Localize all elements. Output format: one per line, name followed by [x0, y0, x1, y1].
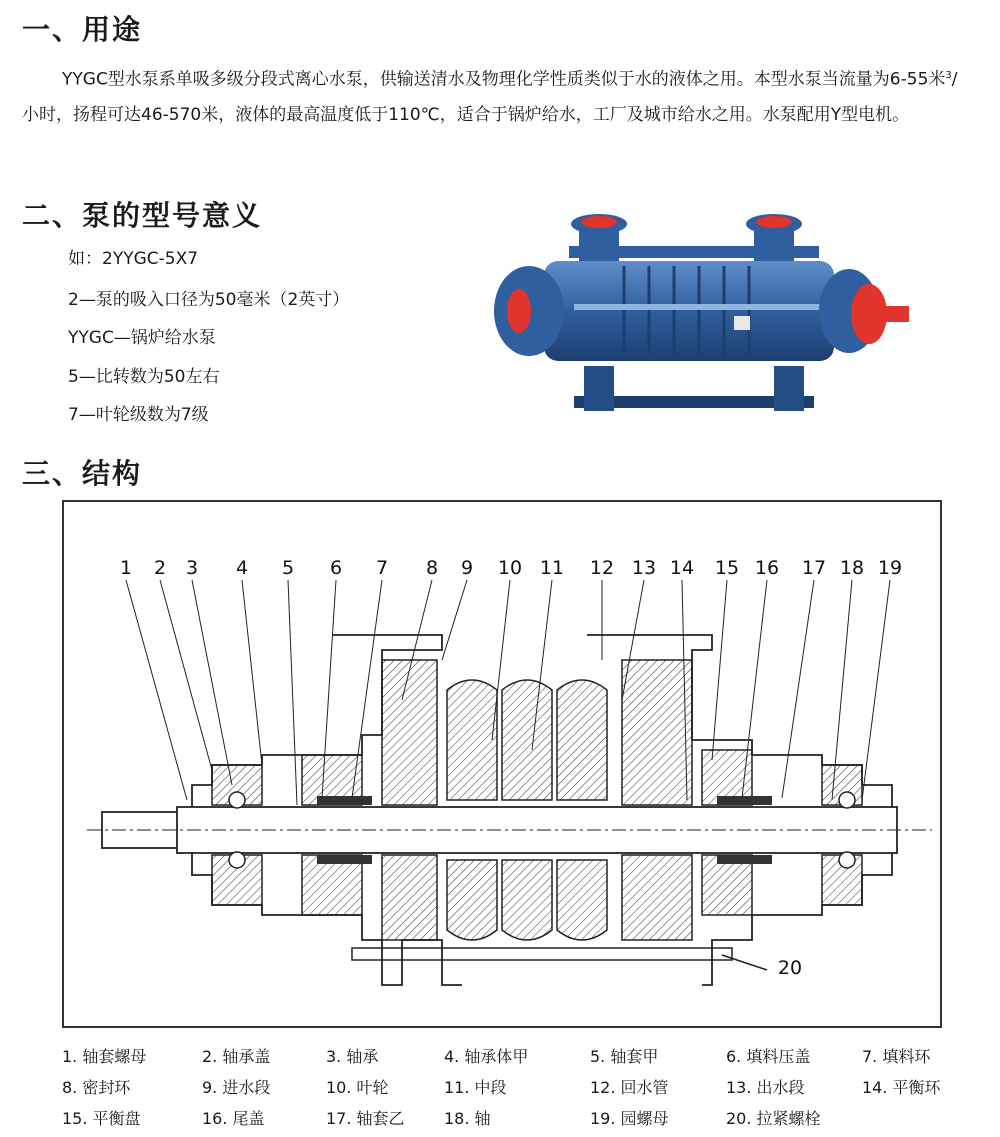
callout-number: 17 [801, 557, 827, 579]
legend-item: 2. 轴承盖 [202, 1047, 271, 1066]
legend-item: 10. 叶轮 [326, 1078, 389, 1097]
callout-number: 9 [460, 557, 474, 579]
legend-item: 18. 轴 [444, 1109, 491, 1128]
legend-item: 20. 拉紧螺栓 [726, 1109, 821, 1128]
legend-item: 12. 回水管 [590, 1078, 669, 1097]
legend-item: 16. 尾盖 [202, 1109, 265, 1128]
callout-number: 4 [235, 557, 249, 579]
callout-number: 2 [153, 557, 167, 579]
callout-number: 14 [669, 557, 695, 579]
usage-text-part1: YYGC型水泵系单吸多级分段式离心水泵，供输送清水及物理化学性质类似于水的液体之用。本型水泵当流量为6-55米 [62, 69, 946, 90]
section-heading-structure: 三、结构 [22, 457, 143, 490]
model-def-line: 5—比转数为50左右 [68, 367, 220, 387]
section-heading-model: 二、泵的型号意义 [22, 199, 263, 232]
legend-item: 15. 平衡盘 [62, 1109, 141, 1128]
legend-item: 19. 园螺母 [590, 1109, 669, 1128]
legend-item: 6. 填料压盖 [726, 1047, 811, 1066]
callout-number: 16 [754, 557, 780, 579]
callout-number: 3 [185, 557, 199, 579]
callout-number: 15 [714, 557, 740, 579]
section-heading-usage: 一、用途 [22, 13, 143, 46]
legend-item: 13. 出水段 [726, 1078, 805, 1097]
legend-item: 14. 平衡环 [862, 1078, 941, 1097]
callout-number: 11 [539, 557, 565, 579]
callout-number: 20 [777, 957, 803, 979]
callout-number: 1 [119, 557, 133, 579]
usage-text-part2: /小时，扬程可达46-570米，液体的最高温度低于110℃，适合于锅炉给水，工厂及城市给水之用。水泵配用Y型电机。 [22, 69, 958, 125]
legend-item: 4. 轴承体甲 [444, 1047, 529, 1066]
callout-number: 19 [877, 557, 903, 579]
legend-item: 1. 轴套螺母 [62, 1047, 147, 1066]
structure-diagram [62, 500, 942, 1028]
usage-paragraph [22, 58, 972, 133]
callout-number: 18 [839, 557, 865, 579]
callout-number: 5 [281, 557, 295, 579]
model-def-line: 7—叶轮级数为7级 [68, 405, 209, 425]
callout-number: 6 [329, 557, 343, 579]
pump-photo [474, 206, 914, 426]
usage-superscript: 3 [945, 70, 952, 81]
legend-item: 17. 轴套乙 [326, 1109, 405, 1128]
callout-number: 7 [375, 557, 389, 579]
model-example: 如：2YYGC-5X7 [68, 249, 199, 269]
model-def-line: 2—泵的吸入口径为50毫米（2英寸） [68, 290, 350, 310]
legend-item: 8. 密封环 [62, 1078, 131, 1097]
legend-item: 3. 轴承 [326, 1047, 379, 1066]
callout-number: 8 [425, 557, 439, 579]
model-def-line: YYGC—锅炉给水泵 [68, 328, 216, 348]
callout-number: 10 [497, 557, 523, 579]
legend-item: 9. 进水段 [202, 1078, 271, 1097]
callout-number: 12 [589, 557, 615, 579]
callout-number: 13 [631, 557, 657, 579]
legend-item: 5. 轴套甲 [590, 1047, 659, 1066]
legend-item: 11. 中段 [444, 1078, 507, 1097]
legend-item: 7. 填料环 [862, 1047, 931, 1066]
